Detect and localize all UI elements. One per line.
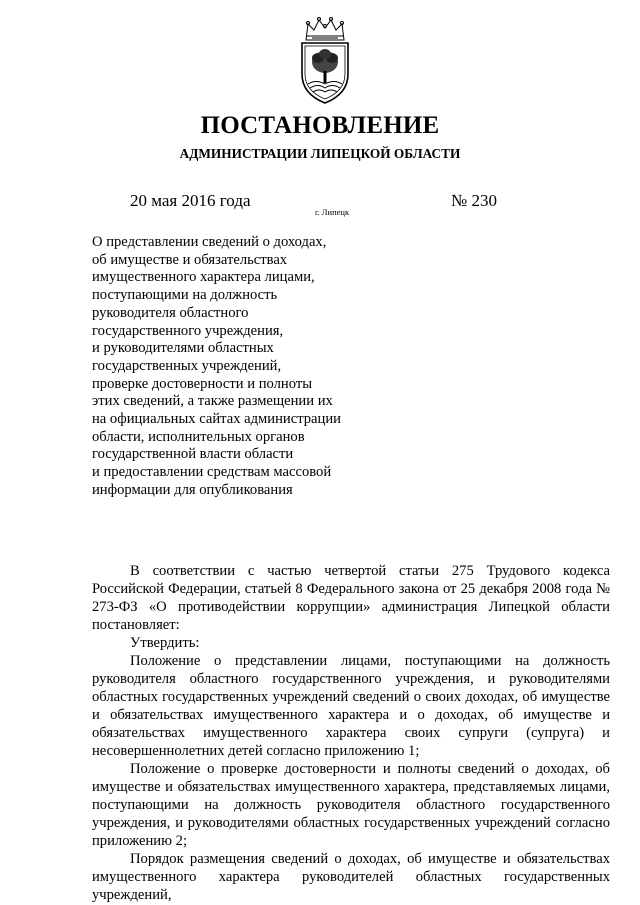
document-subtitle: АДМИНИСТРАЦИИ ЛИПЕЦКОЙ ОБЛАСТИ <box>179 146 461 161</box>
subject-line: этих сведений, а также размещении их <box>92 393 333 410</box>
body-paragraph: В соответствии с частью четвертой статьи 275 Трудового кодекса Российской Федерации, статьей 8 Федерального закона от 25 декабря 2008 года № 273-ФЗ «О противодействии коррупции» администрация Липецкой области постановляет: <box>92 563 610 633</box>
subject-line: руководителя областного <box>92 304 249 321</box>
subject-line: об имуществе и обязательствах <box>92 251 288 268</box>
body-paragraph: Положение о представлении лицами, поступающими на должность руководителя областного государственного учреждения, и руководителями областных государственных учреждений сведений о своих доходах, об имуществе и обязательствах имущественного характера и о доходах, об имуществе и обязательствах имущественного характера своих супруги (супруга) и несовершеннолетних детей согласно приложению 1; <box>92 653 610 759</box>
document-date: 20 мая 2016 года <box>130 191 251 210</box>
body-paragraph: Положение о проверке достоверности и полноты сведений о доходах, об имуществе и обязательствах имущественного характера, представляемых лицами, поступающими на должность руководителя областного государственного учреждения, и руководителями областных государственных учреждений согласно приложению 2; <box>92 761 610 849</box>
document-title: ПОСТАНОВЛЕНИЕ <box>200 112 440 139</box>
subject-line: и предоставлении средствам массовой <box>92 464 332 481</box>
subject-line: на официальных сайтах администрации <box>92 411 341 428</box>
document-number: № 230 <box>451 191 497 210</box>
coat-of-arms-icon <box>294 16 356 106</box>
subject-line: имущественного характера лицами, <box>92 269 315 286</box>
subject-line: государственной власти области <box>92 446 294 463</box>
document-body <box>92 562 610 904</box>
body-paragraph: Порядок размещения сведений о доходах, об имуществе и обязательствах имущественного характера руководителей областных государственных учреждений, <box>92 851 610 903</box>
subject-line: информации для опубликования <box>92 481 293 498</box>
subject-line: области, исполнительных органов <box>92 428 305 445</box>
subject-line: и руководителями областных <box>92 340 274 357</box>
subject-line: поступающими на должность <box>92 287 278 304</box>
document-city: г. Липецк <box>315 207 350 217</box>
subject-line: государственного учреждения, <box>92 322 284 339</box>
document-subject <box>92 234 342 500</box>
body-paragraph: Утвердить: <box>130 635 200 651</box>
subject-line: О представлении сведений о доходах, <box>92 234 327 250</box>
subject-line: государственных учреждений, <box>92 357 282 374</box>
subject-line: проверке достоверности и полноты <box>92 375 312 392</box>
